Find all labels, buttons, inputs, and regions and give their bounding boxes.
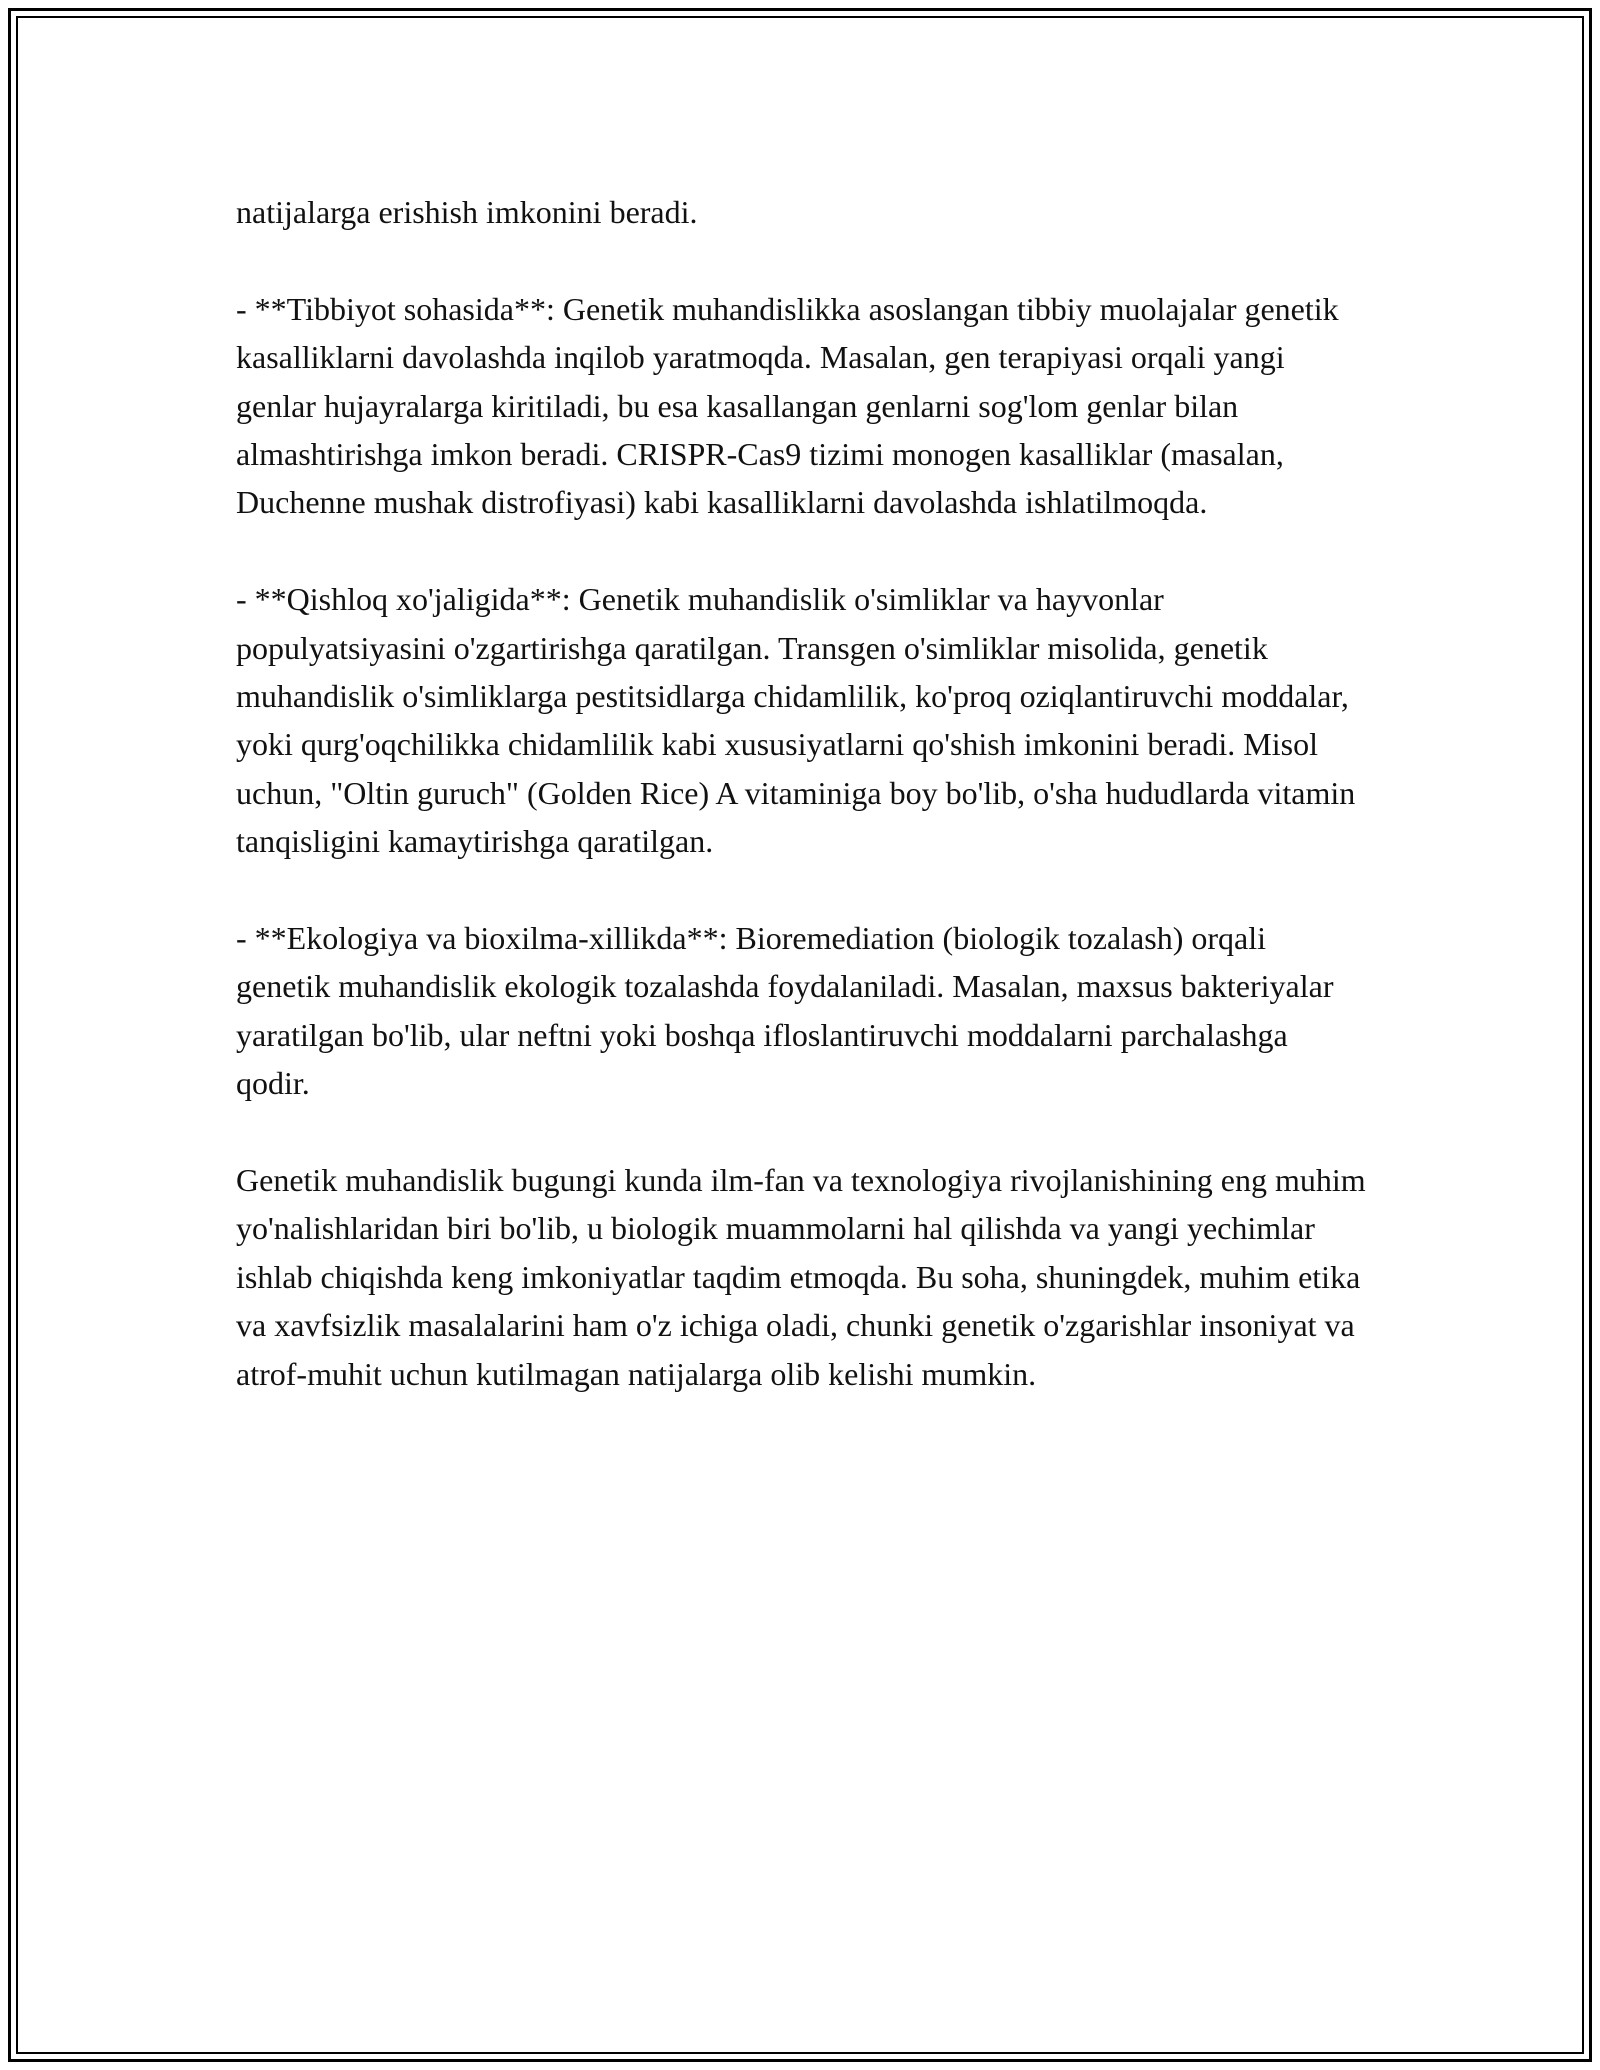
paragraph-intro-continuation: natijalarga erishish imkonini beradi. [236,194,698,230]
paragraph-ecology: - **Ekologiya va bioxilma-xillikda**: Bioremediation (biologik tozalash) orqali genetik muhandislik ekologik tozalashda foydalaniladi. Masalan, maxsus bakteriyalar yaratilgan bo'lib, ular neftni yoki boshqa ifloslantiruvchi moddalarni parchalashga qodir. [236,920,1334,1102]
paragraph-conclusion: Genetik muhandislik bugungi kunda ilm-fan va texnologiya rivojlanishining eng muhim yo'nalishlaridan biri bo'lib, u biologik muammolarni hal qilishda va yangi yechimlar ishlab chiqishda keng imkoniyatlar taqdim etmoqda. Bu soha, shuningdek, muhim etika va xavfsizlik masalalarini ham o'z ichiga oladi, chunki genetik o'zgarishlar insoniyat va atrof-muhit uchun kutilmagan natijalarga olib kelishi mumkin. [236,1162,1366,1392]
paragraph-medicine: - **Tibbiyot sohasida**: Genetik muhandislikka asoslangan tibbiy muolajalar genetik kasalliklarni davolashda inqilob yaratmoqda. Masalan, gen terapiyasi orqali yangi genlar hujayralarga kiritiladi, bu esa kasallangan genlarni sog'lom genlar bilan almashtirishga imkon beradi. CRISPR-Cas9 tizimi monogen kasalliklar (masalan, Duchenne mushak distrofiyasi) kabi kasalliklarni davolashda ishlatilmoqda. [236,290,1339,521]
document-body [236,188,1366,1398]
paragraph-agriculture: - **Qishloq xo'jaligida**: Genetik muhandislik o'simliklar va hayvonlar populyatsiyasini o'zgartirishga qaratilgan. Transgen o'simliklar misolida, genetik muhandislik o'simliklarga pestitsidlarga chidamlilik, ko'proq oziqlantiruvchi moddalar, yoki qurg'oqchilikka chidamlilik kabi xususiyatlarni qo'shish imkonini beradi. Misol uchun, "Oltin guruch" (Golden Rice) A vitaminiga boy bo'lib, o'sha hududlarda vitamin tanqisligini kamaytirishga qaratilgan. [236,581,1356,860]
